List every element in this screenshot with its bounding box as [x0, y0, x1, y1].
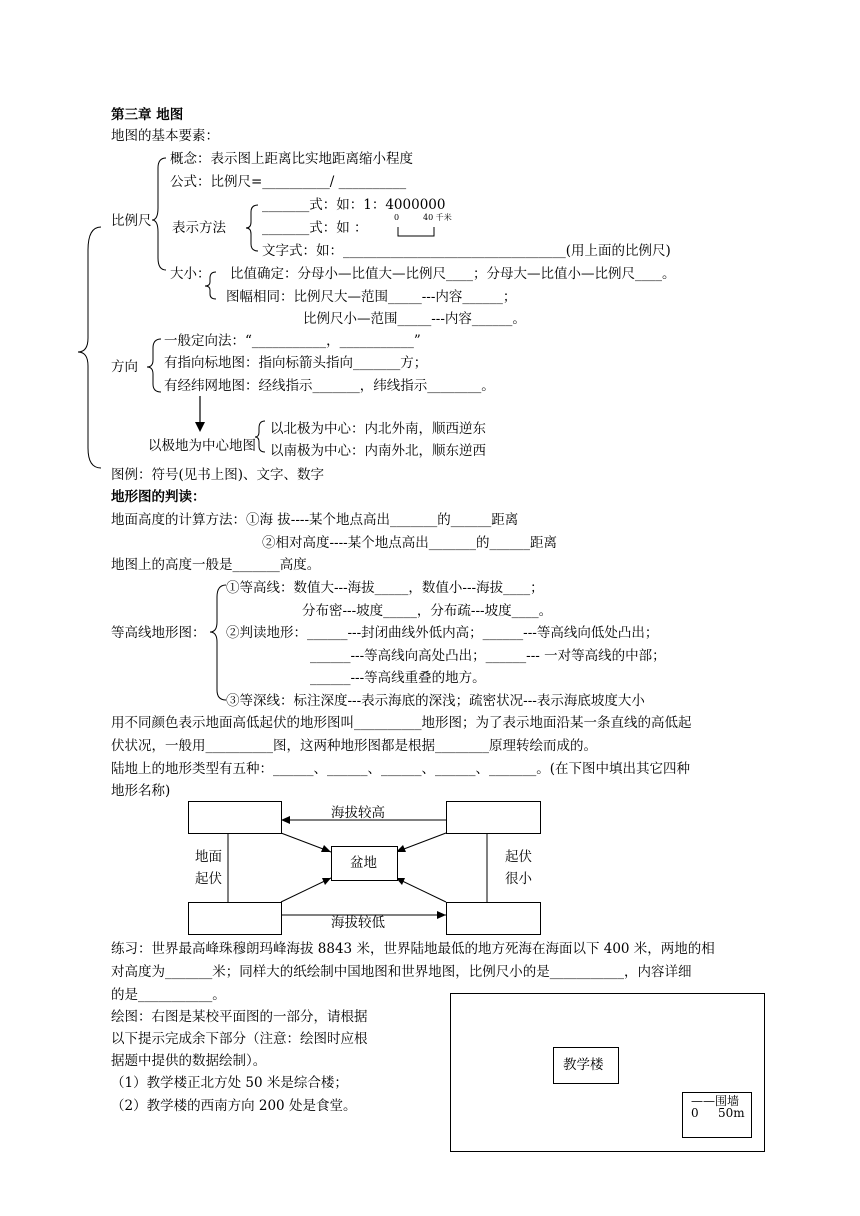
scale-brace: [152, 158, 166, 270]
contour-line-4: ______---等高线向高处凸出；______--- 一对等高线的中部；: [310, 648, 666, 664]
paragraph-line-1: 用不同颜色表示地面高低起伏的地形图叫__________地形图；为了表示地面沿某一条直线的高低起: [111, 715, 692, 731]
scale-concept: 概念：表示图上距离比实地距离缩小程度: [170, 151, 413, 167]
terrain-title: 地形图的判读：: [111, 489, 206, 505]
contour-line-2: 分布密---坡度_____，分布疏---坡度____。: [302, 603, 553, 619]
drawing-line-1: 绘图：右图是某校平面图的一部分，请根据: [111, 1009, 368, 1025]
direction-general: 一般定向法：“___________，___________”: [164, 333, 421, 349]
direction-grid-map: 有经纬网地图：经线指示_______，纬线指示________。: [164, 378, 495, 394]
contour-line-5: ______---等高线重叠的地方。: [310, 670, 486, 686]
arrow-left-icon: [281, 816, 290, 824]
exercise-line-1: 练习：世界最高峰珠穆朗玛峰海拔 8843 米，世界陆地最低的地方死海在海面以下 400 米，两地的相: [111, 941, 715, 957]
scale-same-size-1: 图幅相同：比例尺大—范围_____---内容______；: [226, 289, 517, 305]
landform-top-label: 海拔较高: [331, 805, 385, 821]
scale-size-label: 大小：: [170, 266, 211, 282]
scale-linear: _______式：如 ：: [262, 220, 368, 236]
landform-right-1: 起伏: [505, 849, 532, 865]
height-method-2: ②相对高度----某个地点高出_______的______距离: [262, 535, 557, 551]
contour-brace: [210, 585, 226, 700]
contour-line-3: ②判读地形：______---封闭曲线外低内高；______---等高线向低处凸出；: [226, 625, 659, 641]
main-brace: [78, 227, 101, 468]
landform-bottom-label: 海拔较低: [331, 915, 385, 931]
height-method-1: 地面高度的计算方法：①海 拔----某个地点高出_______的______距离: [111, 512, 519, 528]
drawing-line-2: 以下提示完成余下部分（注意：绘图时应根: [111, 1031, 368, 1047]
linear-scale-bar: [398, 227, 434, 236]
landform-right-2: 很小: [505, 871, 532, 887]
scale-linear-forty: 40 千米: [423, 213, 452, 222]
direction-brace: [147, 339, 161, 392]
direction-polar-label: 以极地为中心地图: [148, 438, 256, 454]
legend-line: 图例：符号(见书上图)、文字、数字: [111, 467, 325, 483]
exercise-line-2: 对高度为_______米；同样大的纸绘制中国地图和世界地图，比例尺小的是___________，内容详细: [111, 964, 692, 980]
landform-box-top-right: [446, 801, 541, 834]
down-arrow-icon: [195, 422, 205, 432]
chapter-title: 第三章 地图: [111, 107, 184, 123]
basic-elements-heading: 地图的基本要素：: [111, 128, 219, 144]
direction-south-pole: 以南极为中心：内南外北，顺东逆西: [270, 443, 486, 459]
scale-numeric: _______式：如：1：4000000: [262, 197, 446, 213]
map-scale-zero: 0: [691, 1106, 699, 1120]
scale-linear-zero: 0: [394, 213, 400, 222]
scale-label: 比例尺: [111, 213, 152, 229]
direction-north-pole: 以北极为中心：内北外南，顺西逆东: [270, 421, 486, 437]
direction-label: 方向: [111, 359, 138, 375]
height-map: 地图上的高度一般是_______高度。: [111, 557, 321, 573]
paragraph-line-4: 地形名称): [111, 783, 171, 799]
methods-brace: [246, 205, 258, 251]
drawing-task-1: （1）教学楼正北方处 50 米是综合楼；: [111, 1075, 348, 1091]
drawing-task-2: （2）教学楼的西南方向 200 处是食堂。: [111, 1098, 357, 1114]
landform-box-top-left: [188, 801, 282, 834]
scale-ratio-rule: 比值确定：分母小—比值大—比例尺____；分母大—比值小—比例尺____。: [230, 266, 676, 282]
scale-same-size-2: 比例尺小—范围_____---内容______。: [303, 311, 526, 327]
contour-label: 等高线地形图：: [111, 625, 206, 641]
scale-methods-label: 表示方法: [172, 220, 226, 236]
wall-legend: ——围墙: [691, 1094, 740, 1108]
map-scale-value: 50m: [718, 1106, 745, 1120]
direction-arrow-map: 有指向标地图：指向标箭头指向_______方；: [164, 355, 428, 371]
contour-line-6: ③等深线：标注深度---表示海底的深浅；疏密状况---表示海底坡度大小: [226, 693, 645, 709]
contour-line-1: ①等高线：数值大---海拔_____，数值小---海拔____；: [226, 580, 544, 596]
landform-basin-label: 盆地: [350, 855, 377, 871]
exercise-line-3: 的是___________。: [111, 987, 226, 1003]
arrow-right-icon: [437, 911, 446, 919]
paragraph-line-2: 伏状况，一般用__________图，这两种地形图都是根据________原理转绘而成的。: [111, 738, 597, 754]
landform-left-2: 起伏: [195, 871, 222, 887]
teaching-building-label: 教学楼: [563, 1057, 604, 1073]
drawing-line-3: 据题中提供的数据绘制）。: [111, 1053, 267, 1069]
landform-left-1: 地面: [195, 849, 222, 865]
scale-formula: 公式：比例尺=__________/ __________: [170, 174, 407, 190]
paragraph-line-3: 陆地上的地形类型有五种：______、______、______、______、_______。(在下图中填出其它四种: [111, 761, 691, 777]
polar-brace: [255, 421, 265, 452]
landform-box-bottom-right: [446, 902, 541, 935]
landform-box-bottom-left: [188, 902, 282, 935]
scale-verbal: 文字式：如：_________________________________(用上面的比例尺): [262, 243, 671, 259]
